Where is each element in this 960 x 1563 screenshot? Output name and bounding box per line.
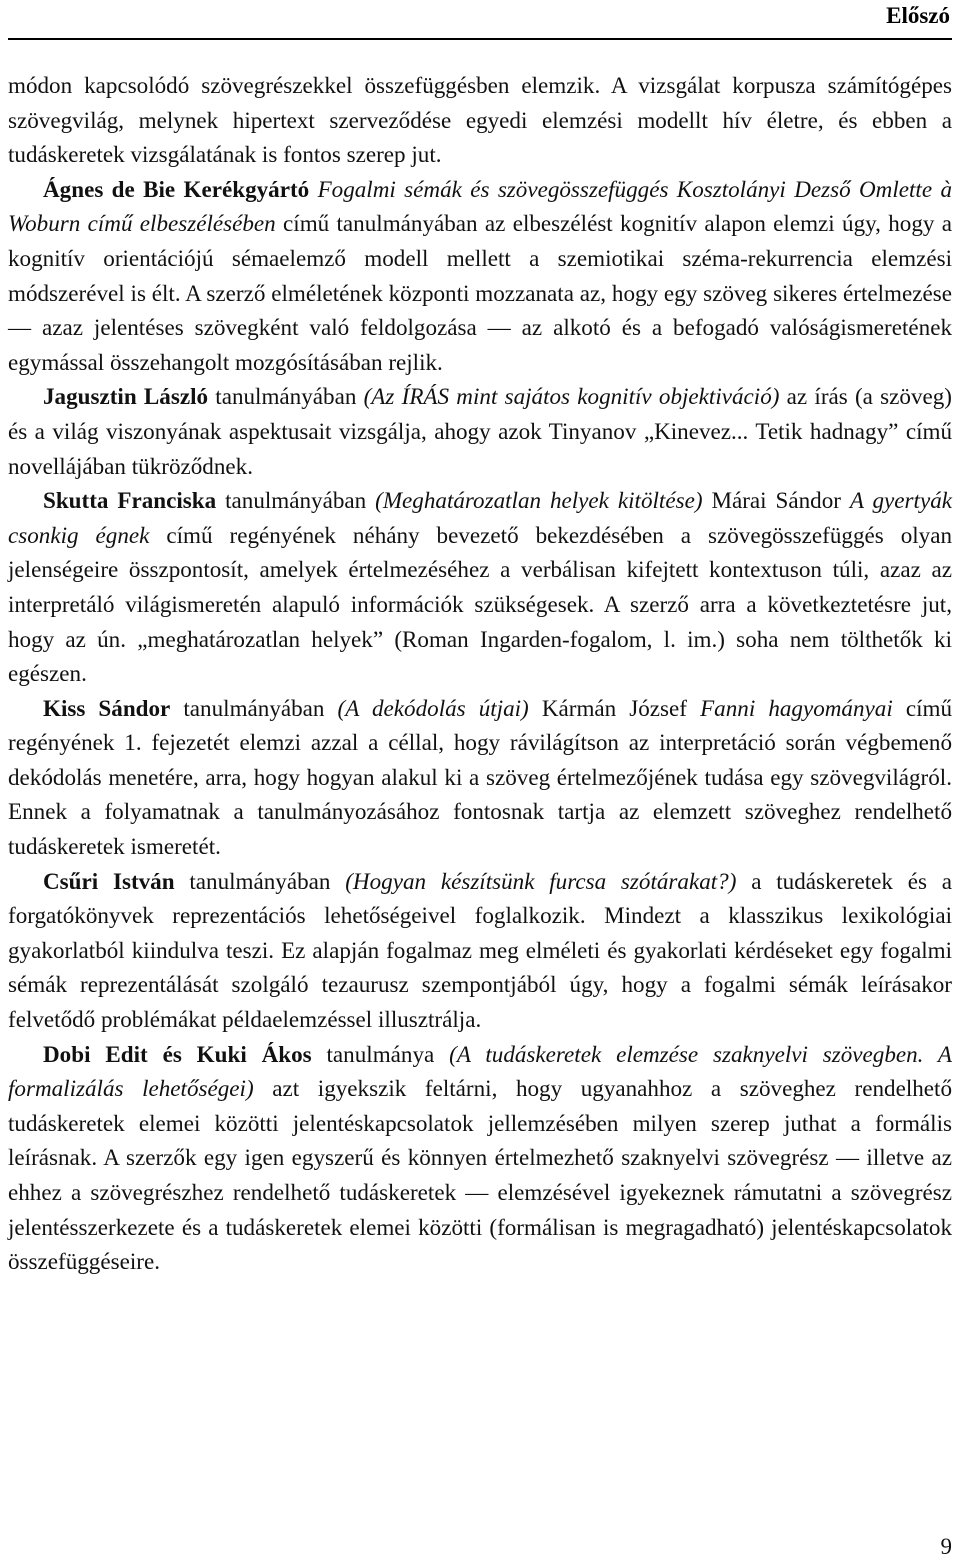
author-name: Dobi Edit és Kuki Ákos: [43, 1040, 312, 1067]
author-name: Jagusztin László: [43, 383, 209, 410]
text-run: [309, 176, 317, 202]
paragraph-p5: [8, 691, 952, 864]
paragraph-p1: [8, 68, 952, 172]
text-run: tanulmányában: [170, 694, 338, 721]
text-run: módon kapcsolódó szövegrészekkel összefüggésben elemzik. A vizsgálat korpusza számítógépes szövegvilág, melynek hipertext szerveződése egyedi elemzési modellt hív életre, és ebben a tudáskeretek vizsgálatának is fontos szerep jut.: [8, 72, 952, 168]
paragraph-p2: [8, 172, 952, 380]
author-name: Kiss Sándor: [43, 694, 171, 721]
text-run: tanulmánya: [311, 1040, 450, 1067]
text-run: tanulmányában: [174, 867, 346, 894]
title-italic: (Hogyan készítsünk furcsa szótárakat?): [345, 867, 737, 894]
page-number: 9: [940, 1534, 952, 1559]
author-name: Ágnes de Bie Kerékgyártó: [43, 175, 310, 202]
body-text: [8, 68, 952, 1279]
text-run: tanulmányában: [216, 487, 376, 514]
paragraph-p6: [8, 864, 952, 1037]
paragraph-p3: [8, 379, 952, 483]
title-italic: (A dekódolás útjai): [337, 694, 529, 721]
text-run: című regényének néhány bevezető bekezdésében a szövegösszefüggés olyan jelenségeire összpontosít, amelyek értelmezéséhez a verbálisan kifejtett kontextuson túli, azaz az interpretáló világismeretén alapuló információk szükségesek. A szerző arra a következtetésre jut, hogy az ún. „meghatározatlan helyek” (Roman Ingarden-fogalom, l. im.) soha nem tölthetők ki egészen.: [8, 521, 953, 687]
paragraph-p7: [8, 1037, 952, 1279]
running-head-title: Előszó: [886, 3, 950, 28]
author-name: Csűri István: [43, 867, 175, 894]
paragraph-p4: [8, 483, 952, 691]
text-run: a tudáskeretek és a forgatókönyvek reprezentációs lehetőségeivel foglalkozik. Mindezt a klasszikus lexikológiai gyakorlatból kiindulva teszi. Ez alapján fogalmaz meg elméleti és gyakorlati kérdéseket egy fogalmi sémák reprezentálását szolgáló tezaurusz szempontjából úgy, hogy a fogalmi sémák leírásakor felvetődő problémákat példaelemzéssel illusztrálja.: [8, 867, 952, 1033]
text-run: tanulmányában: [208, 383, 364, 410]
text-run: azt igyekszik feltárni, hogy ugyanahhoz a szöveghez rendelhető tudáskeretek elemei közötti jelentéskapcsolatok jellemzésében milyen szerep juthat a formális leírásnak. A szerzők egy igen egyszerű és könnyen értelmezhető szaknyelvi szövegrész — illetve az ehhez a szövegrészhez rendelhető tudáskeretek — elemzésével igyekeznek rámutatni a szövegrész jelentésszerkezete és a tudáskeretek elemei közötti (formálisan is megragadható) jelentéskapcsolatok összefüggéseire.: [8, 1075, 952, 1275]
title-italic: (Meghatározatlan helyek kitöltése): [375, 487, 703, 514]
author-name: Skutta Franciska: [43, 487, 217, 514]
title-italic: Fogalmi sémák és szövegösszefüggés Kosztolányi Dezső Omlette à Woburn című elbeszélésében: [8, 175, 952, 237]
title-italic: Fanni hagyományai: [700, 694, 893, 721]
text-run: Márai Sándor: [702, 487, 850, 514]
text-run: című tanulmányában az elbeszélést kognitív alapon elemzi úgy, hogy a kognitív orientációjú sémaelemző modell mellett a szemiotikai széma-rekurrencia elemzési módszerével is élt. A szerző elméletének központi mozzanata az, hogy egy szöveg sikeres értelmezése — azaz jelentéses szövegként való feldolgozása — az alkotó és a befogadó valóságismeretének egymással összehangolt mozgósításában rejlik.: [8, 210, 952, 375]
text-run: Kármán József: [528, 694, 701, 721]
title-italic: (A tudáskeretek elemzése szaknyelvi szövegben. A formalizálás lehetőségei): [8, 1040, 953, 1102]
text-run: az írás (a szöveg) és a világ viszonyának aspektusait vizsgálja, ahogy azok Tinyanov „Kinevez... Tetik hadnagy” című novellájában tükröződnek.: [8, 383, 952, 479]
page-header: [8, 0, 952, 40]
text-run: című regényének 1. fejezetét elemzi azzal a céllal, hogy rávilágítson az interpretáció során végbemenő dekódolás menetére, arra, hogy hogyan alakul ki a szöveg értelmezőjének tudása egy szövegvilágról. Ennek a folyamatnak a tanulmányozásához fontosnak tartja az elemzett szöveghez rendelhető tudáskeretek ismeretét.: [8, 694, 953, 860]
title-italic: A gyertyák csonkig égnek: [8, 487, 952, 548]
title-italic: (Az ÍRÁS mint sajátos kognitív objektiváció): [363, 383, 780, 410]
